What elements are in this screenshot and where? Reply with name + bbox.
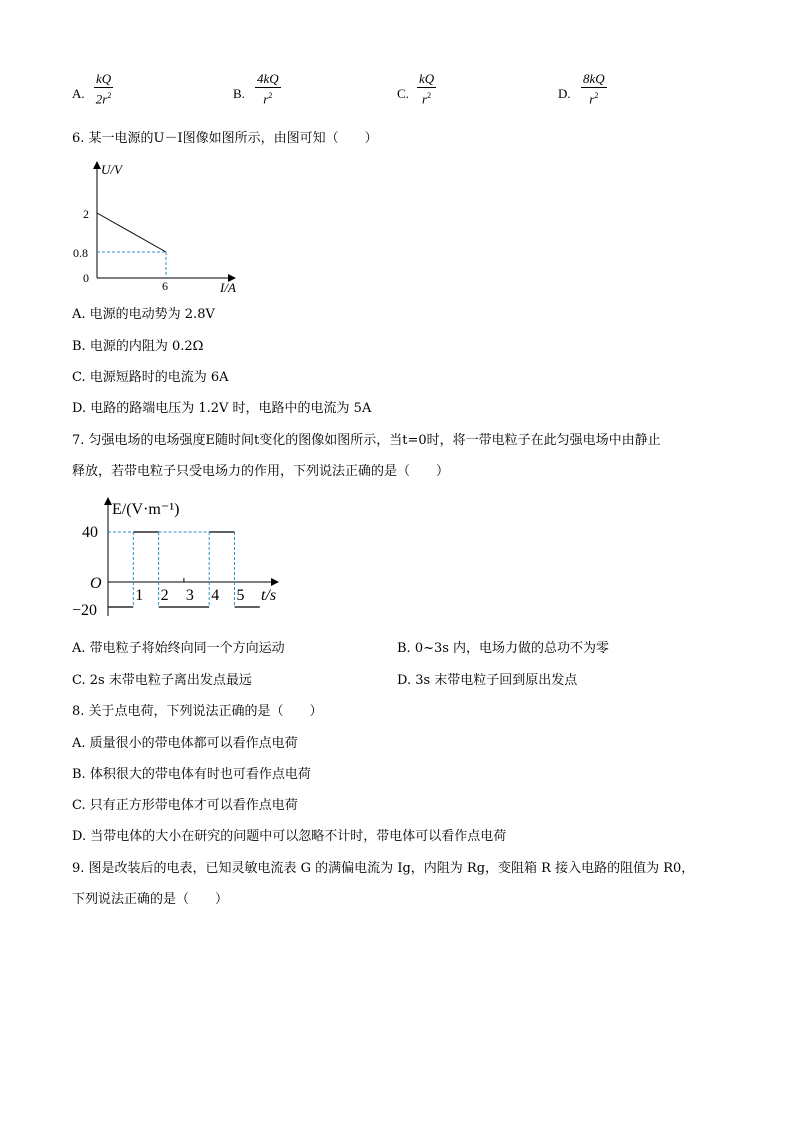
q5-option-c-label: C.: [397, 86, 409, 101]
q5-option-d-fraction: [581, 72, 607, 106]
q7-option-c: C. 2s 末带电粒子离出发点最远: [72, 673, 252, 688]
q9-stem-line1: 9. 图是改装后的电表，已知灵敏电流表 G 的满偏电流为 Ig，内阻为 Rg，变阻箱 R 接入电路的阻值为 R0，: [72, 861, 695, 876]
q7-x-tick-label: 4: [211, 587, 220, 604]
q5-option-c-denominator: [422, 88, 431, 106]
q6-option-b: B. 电源的内阻为 0.2Ω: [72, 339, 204, 354]
den-exp: 2: [594, 91, 599, 100]
q7-stem-line2: 释放，若带电粒子只受电场力的作用，下列说法正确的是（ ）: [72, 464, 450, 479]
q8-option-c: C. 只有正方形带电体才可以看作点电荷: [72, 798, 298, 813]
q7-y-axis-label: E/(V·m⁻¹): [112, 501, 180, 518]
q7-x-tick-label: 1: [135, 587, 144, 604]
q8-stem: 8. 关于点电荷，下列说法正确的是（ ）: [72, 704, 323, 719]
q5-option-b-label: B.: [233, 86, 245, 101]
den-base: r: [422, 91, 428, 107]
q5-option-a-fraction: [94, 72, 113, 106]
q6-stem: 6. 某一电源的U－I图像如图所示，由图可知（ ）: [72, 131, 378, 146]
q7-x-tick-label: 2: [160, 587, 169, 604]
q7-x-tick-labels: [135, 587, 244, 604]
den-exp: 2: [268, 91, 273, 100]
q5-option-c-numerator: kQ: [419, 71, 435, 86]
q5-option-a-denominator: [96, 88, 112, 106]
q7-origin-label: O: [90, 575, 102, 592]
q6-ui-chart: [70, 156, 260, 301]
q9-stem-line2: 下列说法正确的是（ ）: [72, 892, 229, 907]
den-base: r: [263, 91, 269, 107]
q7-option-d: D. 3s 末带电粒子回到原出发点: [397, 673, 578, 688]
q6-ui-line: [97, 213, 166, 252]
q5-option-b-fraction: [255, 72, 281, 106]
q5-option-c-fraction: [417, 72, 436, 106]
q5-option-b-denominator: [263, 88, 272, 106]
q6-x-axis-label: I/A: [220, 280, 236, 295]
q6-origin-tick: 0: [83, 271, 89, 285]
den-exp: 2: [107, 91, 112, 100]
q5-option-a-numerator: kQ: [96, 71, 112, 86]
q6-option-a: A. 电源的电动势为 2.8V: [72, 307, 215, 322]
q7-y-tick-40: 40: [82, 524, 98, 541]
q5-option-d-label: D.: [558, 86, 571, 101]
q6-y-tick-2: 2: [83, 207, 89, 221]
q8-option-a: A. 质量很小的带电体都可以看作点电荷: [72, 736, 298, 751]
q6-option-d: D. 电路的路端电压为 1.2V 时，电路中的电流为 5A: [72, 401, 372, 416]
q7-et-chart: [68, 492, 298, 622]
q7-option-b: B. 0~3s 内，电场力做的总功不为零: [397, 641, 610, 656]
den-base: 2r: [95, 91, 108, 107]
q7-x-axis-label: t/s: [261, 587, 277, 604]
den-base: r: [589, 91, 595, 107]
q6-y-axis-label: U/V: [101, 162, 122, 177]
q8-option-d: D. 当带电体的大小在研究的问题中可以忽略不计时，带电体可以看作点电荷: [72, 829, 507, 844]
q5-option-b-numerator: 4kQ: [257, 71, 279, 86]
q6-y-tick-0-8: 0.8: [73, 246, 88, 260]
q6-option-c: C. 电源短路时的电流为 6A: [72, 370, 229, 385]
q8-option-b: B. 体积很大的带电体有时也可看作点电荷: [72, 767, 311, 782]
den-exp: 2: [427, 91, 432, 100]
q7-x-tick-label: 5: [236, 587, 245, 604]
q5-option-d-denominator: [589, 88, 598, 106]
q7-x-tick-label: 3: [185, 587, 194, 604]
q7-stem-line1: 7. 匀强电场的电场强度E随时间t变化的图像如图所示，当t=0时，将一带电粒子在此匀强电场中由静止: [72, 433, 661, 448]
q5-option-d-numerator: 8kQ: [583, 71, 605, 86]
q7-y-tick-neg20: −20: [72, 602, 98, 619]
q6-x-tick-6: 6: [162, 279, 168, 293]
q5-option-a-label: A.: [72, 86, 85, 101]
q7-option-a: A. 带电粒子将始终向同一个方向运动: [72, 641, 285, 656]
